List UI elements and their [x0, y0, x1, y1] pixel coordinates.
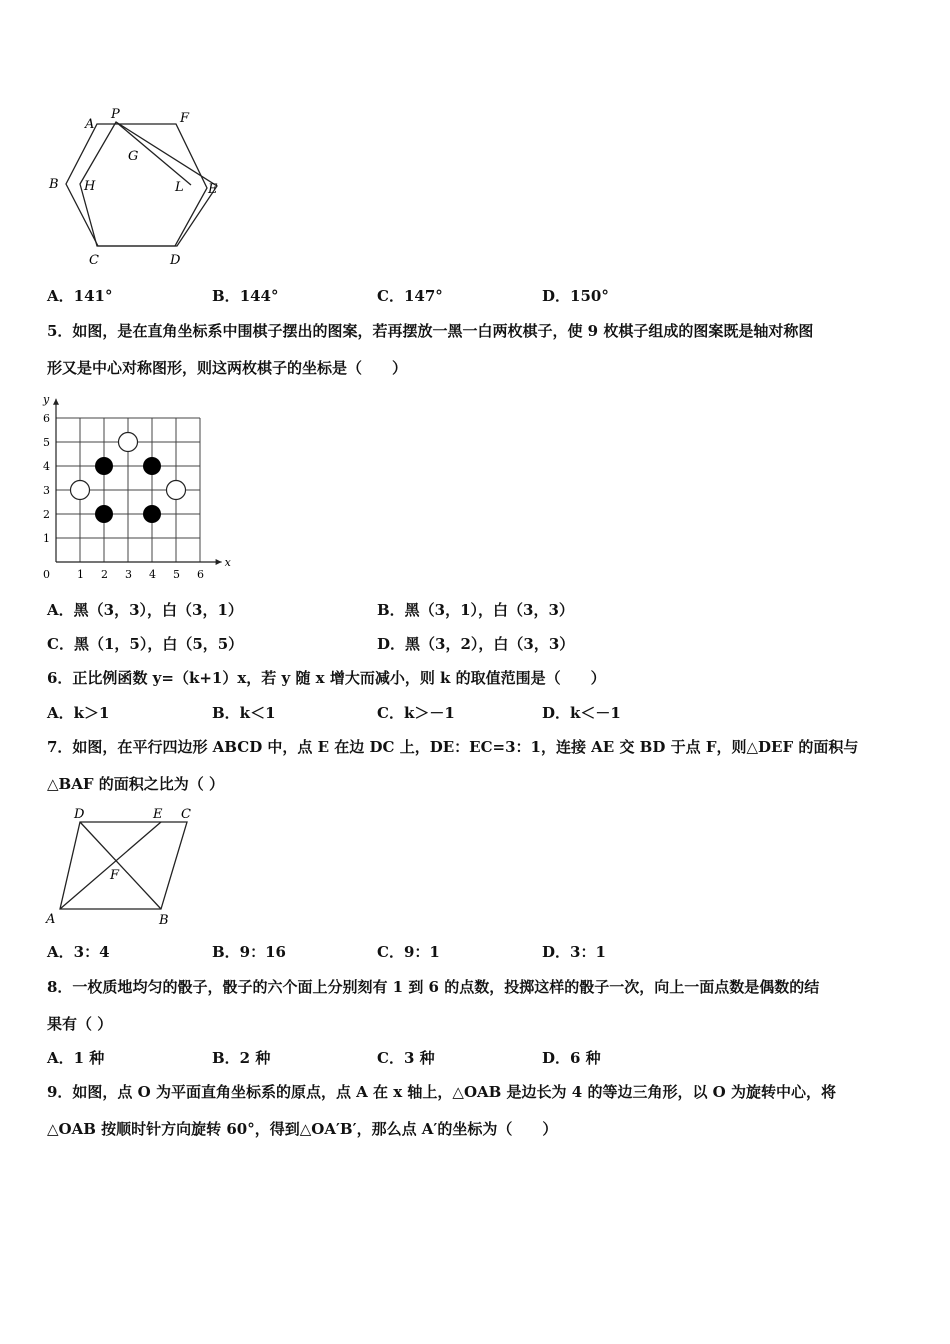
label-a: A	[85, 117, 95, 132]
q6-option-c[interactable]: C．k＞－1	[377, 704, 455, 722]
x-axis-label: x	[224, 556, 231, 569]
x-tick-label: 2	[101, 568, 108, 581]
label-c: C	[181, 807, 191, 822]
q6-option-b[interactable]: B．k＜1	[212, 704, 276, 722]
y-tick-label: 3	[43, 484, 50, 497]
x-tick-label: 4	[149, 568, 156, 581]
q8-option-c[interactable]: C．3 种	[377, 1049, 435, 1067]
label-d: D	[74, 807, 85, 822]
q7-option-b[interactable]: B．9：16	[212, 943, 286, 961]
white-stone	[71, 481, 90, 500]
y-axis-arrow	[53, 399, 59, 405]
x-tick-label: 3	[125, 568, 132, 581]
q6-option-a[interactable]: A．k＞1	[47, 704, 110, 722]
black-stone	[143, 505, 161, 523]
label-f: F	[110, 868, 120, 883]
q7-parallelogram-figure	[40, 802, 210, 930]
q5-option-b[interactable]: B．黑（3，1），白（3，3）	[377, 601, 574, 619]
label-f: F	[180, 111, 190, 126]
q4-option-a[interactable]: A．141°	[47, 287, 113, 305]
label-a: A	[46, 912, 56, 927]
q5-option-c[interactable]: C．黑（1，5），白（5，5）	[47, 635, 244, 653]
q5-option-a[interactable]: A．黑（3，3），白（3，1）	[47, 601, 243, 619]
label-b: B	[159, 913, 169, 928]
q5-go-grid	[40, 390, 240, 585]
y-tick-label: 4	[43, 460, 50, 473]
q6-stem: 6．正比例函数 y=（k+1）x，若 y 随 x 增大而减小，则 k 的取值范围是（ ）	[47, 669, 606, 687]
q7-option-c[interactable]: C．9：1	[377, 943, 440, 961]
x-tick-label: 6	[197, 568, 204, 581]
origin-label: 0	[43, 568, 50, 581]
q5-option-d[interactable]: D．黑（3，2），白（3，3）	[377, 635, 575, 653]
parallelogram-abcd	[60, 822, 187, 909]
label-b: B	[49, 177, 59, 192]
black-stone	[143, 457, 161, 475]
q6-option-d[interactable]: D．k＜－1	[542, 704, 621, 722]
q4-option-d[interactable]: D．150°	[542, 287, 609, 305]
black-stone	[95, 457, 113, 475]
segment-bd	[80, 822, 161, 909]
white-stone	[119, 433, 138, 452]
q8-option-a[interactable]: A．1 种	[47, 1049, 105, 1067]
label-c: C	[89, 253, 99, 268]
x-tick-label: 5	[173, 568, 180, 581]
q8-option-b[interactable]: B．2 种	[212, 1049, 271, 1067]
label-l: L	[175, 180, 184, 195]
label-h: H	[84, 179, 96, 194]
label-e: E	[208, 182, 218, 197]
q4-option-c[interactable]: C．147°	[377, 287, 443, 305]
q9-stem-line2: △OAB 按顺时针方向旋转 60°，得到△OA′B′，那么点 A′的坐标为（ ）	[47, 1120, 558, 1138]
q5-stem-line1: 5．如图，是在直角坐标系中围棋子摆出的图案，若再摆放一黑一白两枚棋子，使 9 枚棋子组成的图案既是轴对称图	[47, 322, 814, 340]
label-d: D	[170, 253, 181, 268]
label-p: P	[111, 107, 120, 122]
q5-stem-line2: 形又是中心对称图形，则这两枚棋子的坐标是（ ）	[47, 359, 408, 377]
q4-option-b[interactable]: B．144°	[212, 287, 279, 305]
black-stone	[95, 505, 113, 523]
q8-stem-line1: 8．一枚质地均匀的骰子，骰子的六个面上分别刻有 1 到 6 的点数，投掷这样的骰子一次，向上一面点数是偶数的结	[47, 978, 820, 996]
x-tick-label: 1	[77, 568, 84, 581]
label-e: E	[153, 807, 163, 822]
y-tick-label: 6	[43, 412, 50, 425]
q9-stem-line1: 9．如图，点 O 为平面直角坐标系的原点，点 A 在 x 轴上，△OAB 是边长为 4 的等边三角形，以 O 为旋转中心，将	[47, 1083, 836, 1101]
pentagon-outline	[80, 122, 217, 246]
segment-ae	[60, 822, 161, 909]
q8-option-d[interactable]: D．6 种	[542, 1049, 601, 1067]
y-tick-label: 1	[43, 532, 50, 545]
q8-stem-line2: 果有（ ）	[47, 1015, 113, 1033]
label-g: G	[128, 149, 139, 164]
q7-option-d[interactable]: D．3：1	[542, 943, 606, 961]
q7-stem-line1: 7．如图，在平行四边形 ABCD 中，点 E 在边 DC 上，DE：EC=3：1，连接 AE 交 BD 于点 F，则△DEF 的面积与	[47, 738, 859, 756]
q4-hexagon-figure	[40, 100, 240, 270]
q7-option-a[interactable]: A．3：4	[47, 943, 110, 961]
x-axis-arrow	[216, 559, 222, 565]
white-stone	[167, 481, 186, 500]
y-tick-label: 2	[43, 508, 50, 521]
q7-stem-line2: △BAF 的面积之比为（ ）	[47, 775, 224, 793]
y-tick-label: 5	[43, 436, 50, 449]
y-axis-label: y	[43, 392, 50, 406]
